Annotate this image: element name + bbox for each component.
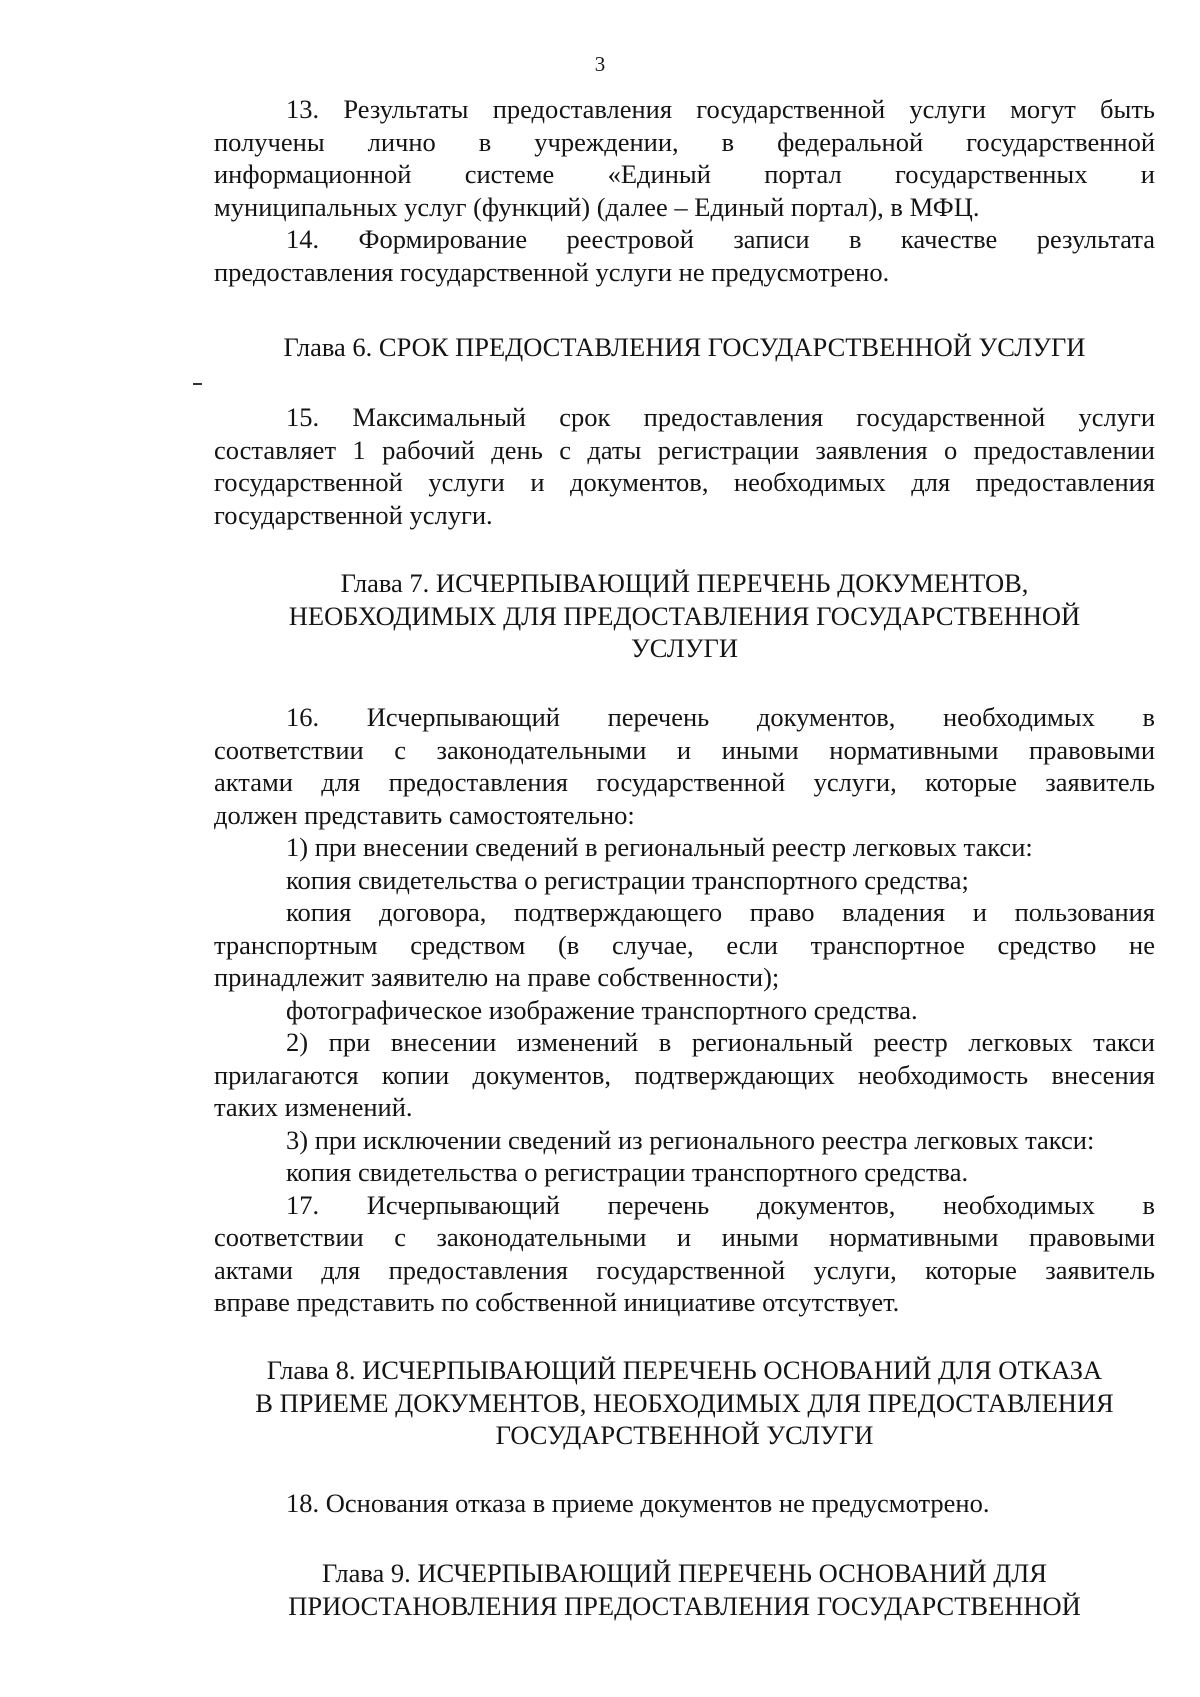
chapter-8-heading-line-3: ГОСУДАРСТВЕННОЙ УСЛУГИ (495, 1420, 874, 1450)
paragraph-13-line-2: получены лично в учреждении, в федеральной государственной (214, 126, 1155, 157)
paragraph-13-line-1: 13. Результаты предоставления государственной услуги могут быть (286, 94, 1155, 124)
paragraph-17-line-2: соответствии с законодательными и иными нормативными правовыми (214, 1222, 1155, 1252)
page-number: 3 (594, 52, 606, 76)
paragraph-13-line-3: информационной системе «Единый портал государственных и (214, 159, 1155, 189)
paragraph-16-1-item-3: фотографическое изображение транспортного средства. (286, 994, 918, 1025)
paragraph-16-line-1: 16. Исчерпывающий перечень документов, необходимых в (286, 702, 1155, 732)
paragraph-16-line-3: актами для предоставления государственной услуги, которые заявитель (214, 767, 1155, 797)
paragraph-16-1-item-2-line-1: копия договора, подтверждающего право владения и пользования (286, 897, 1155, 927)
chapter-7-heading-line-3: УСЛУГИ (631, 633, 738, 663)
paragraph-16-2-line-3: таких изменений. (214, 1092, 413, 1122)
paragraph-16-1-intro: 1) при внесении сведений в региональный реестр легковых такси: (286, 832, 1033, 862)
chapter-6-heading: Глава 6. СРОК ПРЕДОСТАВЛЕНИЯ ГОСУДАРСТВЕННОЙ УСЛУГИ (283, 332, 1086, 362)
paragraph-14-line-1: 14. Формирование реестровой записи в качестве результата (286, 224, 1155, 254)
paragraph-17-line-4: вправе представить по собственной инициативе отсутствует. (214, 1287, 900, 1317)
chapter-8-heading-line-1: Глава 8. ИСЧЕРПЫВАЮЩИЙ ПЕРЕЧЕНЬ ОСНОВАНИЙ ДЛЯ ОТКАЗА (266, 1355, 1103, 1385)
paragraph-16-3-item-1: копия свидетельства о регистрации транспортного средства. (286, 1157, 969, 1187)
paragraph-13-line-4: муниципальных услуг (функций) (далее – Единый портал), в МФЦ. (214, 191, 980, 222)
paragraph-15-line-1: 15. Максимальный срок предоставления государственной услуги (286, 402, 1155, 432)
paragraph-15-line-2: составляет 1 рабочий день с даты регистрации заявления о предоставлении (214, 434, 1155, 465)
paragraph-16-2-line-1: 2) при внесении изменений в региональный реестр легковых такси (286, 1027, 1155, 1057)
paragraph-16-line-2: соответствии с законодательными и иными нормативными правовыми (214, 734, 1155, 765)
paragraph-16-3-intro: 3) при исключении сведений из регионального реестра легковых такси: (286, 1124, 1095, 1155)
paragraph-16-1-item-2-line-2: транспортным средством (в случае, если транспортное средство не (214, 929, 1155, 960)
scan-mark (193, 383, 202, 385)
chapter-8-heading-line-2: В ПРИЕМЕ ДОКУМЕНТОВ, НЕОБХОДИМЫХ ДЛЯ ПРЕДОСТАВЛЕНИЯ (255, 1387, 1114, 1418)
chapter-9-heading-line-1: Глава 9. ИСЧЕРПЫВАЮЩИЙ ПЕРЕЧЕНЬ ОСНОВАНИЙ ДЛЯ (322, 1558, 1047, 1588)
paragraph-18: 18. Основания отказа в приеме документов не предусмотрено. (286, 1488, 990, 1518)
chapter-9-heading-line-2: ПРИОСТАНОВЛЕНИЯ ПРЕДОСТАВЛЕНИЯ ГОСУДАРСТВЕННОЙ (288, 1590, 1081, 1621)
paragraph-15-line-4: государственной услуги. (214, 499, 493, 530)
paragraph-16-1-item-2-line-3: принадлежит заявителю на праве собственности); (214, 962, 780, 992)
paragraph-14-line-2: предоставления государственной услуги не предусмотрено. (214, 256, 890, 287)
paragraph-16-1-item-1: копия свидетельства о регистрации транспортного средства; (286, 864, 969, 895)
paragraph-16-2-line-2: прилагаются копии документов, подтверждающих необходимость внесения (214, 1059, 1155, 1090)
paragraph-17-line-3: актами для предоставления государственной услуги, которые заявитель (214, 1254, 1155, 1285)
paragraph-15-line-3: государственной услуги и документов, необходимых для предоставления (214, 467, 1155, 497)
chapter-7-heading-line-1: Глава 7. ИСЧЕРПЫВАЮЩИЙ ПЕРЕЧЕНЬ ДОКУМЕНТОВ, (340, 568, 1029, 598)
paragraph-16-line-4: должен представить самостоятельно: (214, 799, 635, 830)
chapter-7-heading-line-2: НЕОБХОДИМЫХ ДЛЯ ПРЕДОСТАВЛЕНИЯ ГОСУДАРСТВЕННОЙ (288, 600, 1081, 631)
paragraph-17-line-1: 17. Исчерпывающий перечень документов, необходимых в (286, 1189, 1155, 1220)
